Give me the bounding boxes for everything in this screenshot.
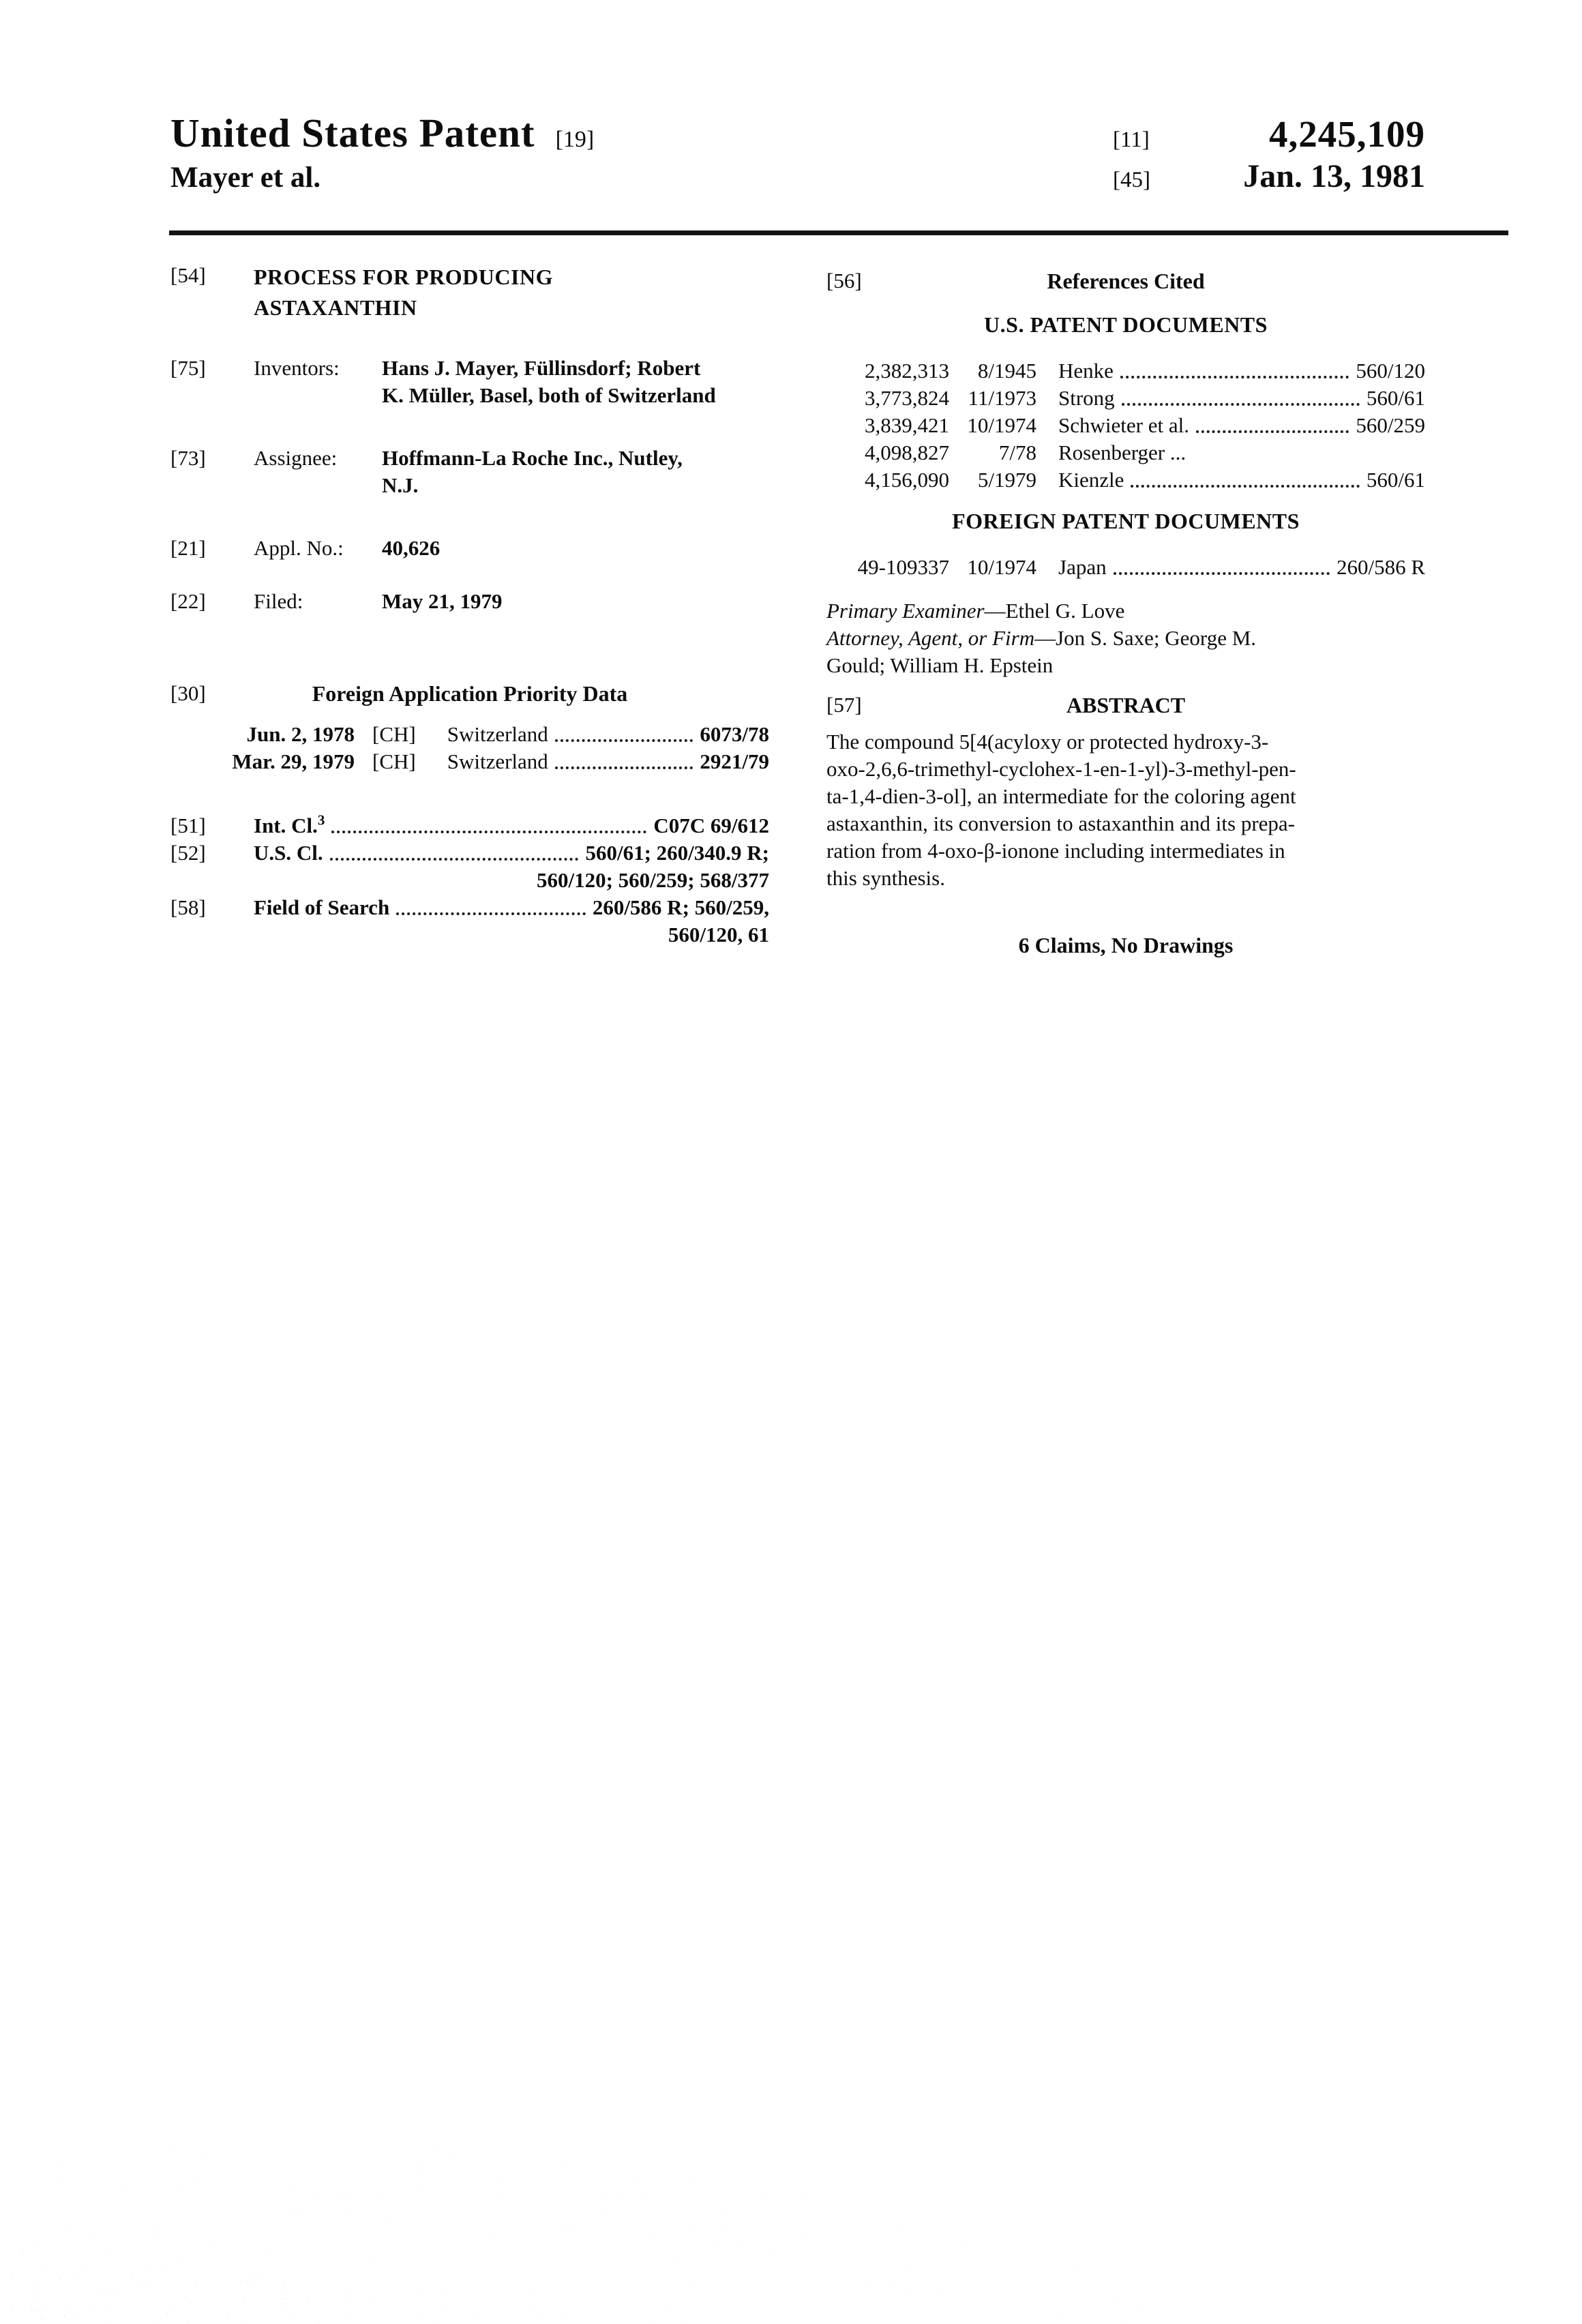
header-rule: [169, 230, 1508, 235]
application-number-label: Appl. No.:: [254, 536, 344, 560]
us-cl-entry: [170, 839, 769, 894]
assignee-label: Assignee:: [254, 446, 338, 470]
references-column: [826, 262, 1425, 959]
inventors-value: Hans J. Mayer, Füllinsdorf; Robert K. Müller, Basel, both of Switzerland: [382, 356, 716, 407]
attorney-names: —Jon S. Saxe; George M. Gould; William H. Epstein: [826, 626, 1257, 677]
priority-country-code: [CH]: [372, 749, 416, 773]
reference-name: Henke: [1058, 359, 1114, 383]
bibliographic-column: [170, 262, 769, 959]
reference-class: 260/586 R: [1336, 555, 1425, 579]
kind-code: [19]: [555, 127, 595, 152]
reference-class: 560/259: [1356, 413, 1425, 437]
references-section-heading: [826, 267, 1425, 295]
reference-number: 4,156,090: [865, 468, 949, 492]
masthead-row-1: [170, 110, 1425, 155]
priority-row: [170, 748, 769, 775]
reference-date: 5/1979: [977, 468, 1036, 492]
us-cl-value: 560/61; 260/340.9 R;: [585, 841, 769, 865]
reference-row: [826, 554, 1425, 581]
priority-country-code: [CH]: [372, 722, 416, 746]
assignee-value: Hoffmann-La Roche Inc., Nutley, N.J.: [382, 446, 683, 497]
reference-number: 3,839,421: [865, 413, 949, 437]
priority-date: Mar. 29, 1979: [232, 749, 355, 773]
issue-date-code: [45]: [1113, 168, 1150, 192]
inventors-entry: [170, 355, 769, 409]
masthead: [170, 110, 1425, 194]
field-code-21: [21]: [170, 536, 206, 560]
int-cl-line: [254, 812, 769, 839]
issue-date: Jan. 13, 1981: [1243, 158, 1425, 194]
dot-leader: [1120, 376, 1349, 378]
primary-examiner-label: Primary Examiner: [826, 599, 985, 623]
reference-name: Schwieter et al.: [1058, 413, 1189, 437]
field-code-52: [52]: [170, 841, 206, 865]
foreign-patent-documents-heading: FOREIGN PATENT DOCUMENTS: [952, 509, 1300, 533]
reference-name: Kienzle: [1058, 468, 1124, 492]
reference-row: [826, 466, 1425, 494]
reference-row: [826, 439, 1425, 466]
field-code-54: [54]: [170, 263, 206, 287]
invention-title-entry: [170, 262, 769, 323]
application-number-value: 40,626: [382, 536, 441, 560]
patent-number-group: [1113, 113, 1425, 155]
masthead-row-2: [170, 158, 1425, 194]
dot-leader: [330, 858, 579, 861]
attorney-line: [826, 625, 1425, 679]
filed-value: May 21, 1979: [382, 589, 503, 613]
invention-title: PROCESS FOR PRODUCING ASTAXANTHIN: [254, 265, 553, 320]
primary-examiner-line: [826, 597, 1425, 625]
us-cl-line: [254, 839, 769, 867]
int-cl-label: Int. Cl.$^3$: [254, 811, 325, 837]
priority-row: [170, 721, 769, 748]
reference-number: 2,382,313: [865, 359, 949, 383]
reference-row: [826, 357, 1425, 385]
claims-note: 6 Claims, No Drawings: [1018, 933, 1234, 957]
application-number-entry: [170, 535, 769, 562]
int-cl-value: C07C 69/612: [653, 814, 769, 837]
priority-number: 6073/78: [700, 722, 769, 746]
field-code-22: [22]: [170, 589, 206, 613]
reference-date: 11/1973: [968, 386, 1036, 410]
dot-leader: [555, 739, 693, 742]
reference-row: [826, 412, 1425, 439]
dot-leader: [1122, 403, 1360, 406]
inventors-label: Inventors:: [254, 356, 340, 380]
examiner-attorney-block: [826, 597, 1425, 679]
priority-number: 2921/79: [700, 749, 769, 773]
reference-row: [826, 385, 1425, 412]
abstract-heading: ABSTRACT: [1066, 693, 1186, 717]
reference-date: 10/1974: [967, 555, 1036, 579]
reference-date: 10/1974: [967, 413, 1036, 437]
issue-date-group: [1113, 158, 1425, 194]
field-code-75: [75]: [170, 356, 206, 380]
reference-number: 4,098,827: [865, 441, 949, 464]
attorney-label: Attorney, Agent, or Firm: [826, 626, 1035, 650]
abstract-section-heading: [826, 691, 1425, 719]
reference-date: 8/1945: [977, 359, 1036, 383]
scan-noise-texture: [0, 2140, 1159, 2324]
field-code-73: [73]: [170, 446, 206, 470]
field-code-56: [56]: [826, 269, 862, 293]
priority-rows: [170, 721, 769, 775]
patent-number: 4,245,109: [1269, 113, 1425, 155]
us-cl-label: U.S. Cl.: [254, 841, 323, 865]
int-cl-entry: [170, 812, 769, 839]
two-column-body: [170, 262, 1425, 959]
dot-leader: [1114, 572, 1330, 575]
reference-class: 560/120: [1356, 359, 1425, 383]
references-heading: References Cited: [1047, 269, 1205, 293]
us-patent-documents-heading: U.S. PATENT DOCUMENTS: [984, 312, 1268, 337]
filed-entry: [170, 588, 769, 615]
page-title: United States Patent: [170, 110, 535, 155]
dot-leader: [1131, 485, 1359, 488]
assignee-entry: [170, 445, 769, 499]
field-code-57: [57]: [826, 693, 862, 717]
abstract-text: The compound 5[4(acyloxy or protected hydroxy-3- oxo-2,6,6-trimethyl-cyclohex-1-en-1-yl)-3-methyl-pen- ta-1,4-dien-3-ol], an intermediate for the coloring agent astaxanthin, its conversion to astaxanthin and its prepa- ration from 4-oxo-β-ionone including intermediates in this synthesis.: [826, 730, 1296, 890]
field-of-search-value-continued: 560/120, 61: [668, 923, 769, 947]
reference-class: 560/61: [1366, 386, 1425, 410]
priority-heading: Foreign Application Priority Data: [312, 681, 628, 706]
us-patent-reference-rows: [826, 357, 1425, 494]
field-of-search-entry: [170, 894, 769, 949]
dot-leader: [331, 831, 646, 833]
patent-number-code: [11]: [1113, 128, 1150, 152]
reference-name: Rosenberger ...: [1058, 441, 1186, 464]
foreign-reference-rows: [826, 554, 1425, 581]
int-cl-superscript: 3: [317, 811, 325, 829]
reference-name: Japan: [1058, 555, 1107, 579]
field-of-search-label: Field of Search: [254, 895, 390, 919]
reference-class: 560/61: [1366, 468, 1425, 492]
filed-label: Filed:: [254, 589, 303, 613]
dot-leader: [396, 912, 586, 915]
reference-name: Strong: [1058, 386, 1115, 410]
reference-number: 49-109337: [857, 555, 949, 579]
field-of-search-line: [254, 894, 769, 921]
dot-leader: [1196, 430, 1349, 433]
field-code-51: [51]: [170, 814, 206, 837]
reference-date: 7/78: [998, 441, 1036, 464]
priority-country: Switzerland: [447, 722, 548, 746]
reference-number: 3,773,824: [865, 386, 949, 410]
primary-examiner-name: —Ethel G. Love: [984, 599, 1125, 623]
inventor-line: Mayer et al.: [170, 162, 321, 194]
field-code-58: [58]: [170, 895, 206, 919]
field-of-search-value: 260/586 R; 560/259,: [592, 895, 769, 919]
us-cl-value-continued: 560/120; 560/259; 568/377: [537, 868, 769, 892]
priority-date: Jun. 2, 1978: [246, 722, 355, 746]
priority-section-heading: [170, 680, 769, 707]
dot-leader: [555, 766, 693, 769]
priority-country: Switzerland: [447, 749, 548, 773]
field-code-30: [30]: [170, 681, 206, 705]
